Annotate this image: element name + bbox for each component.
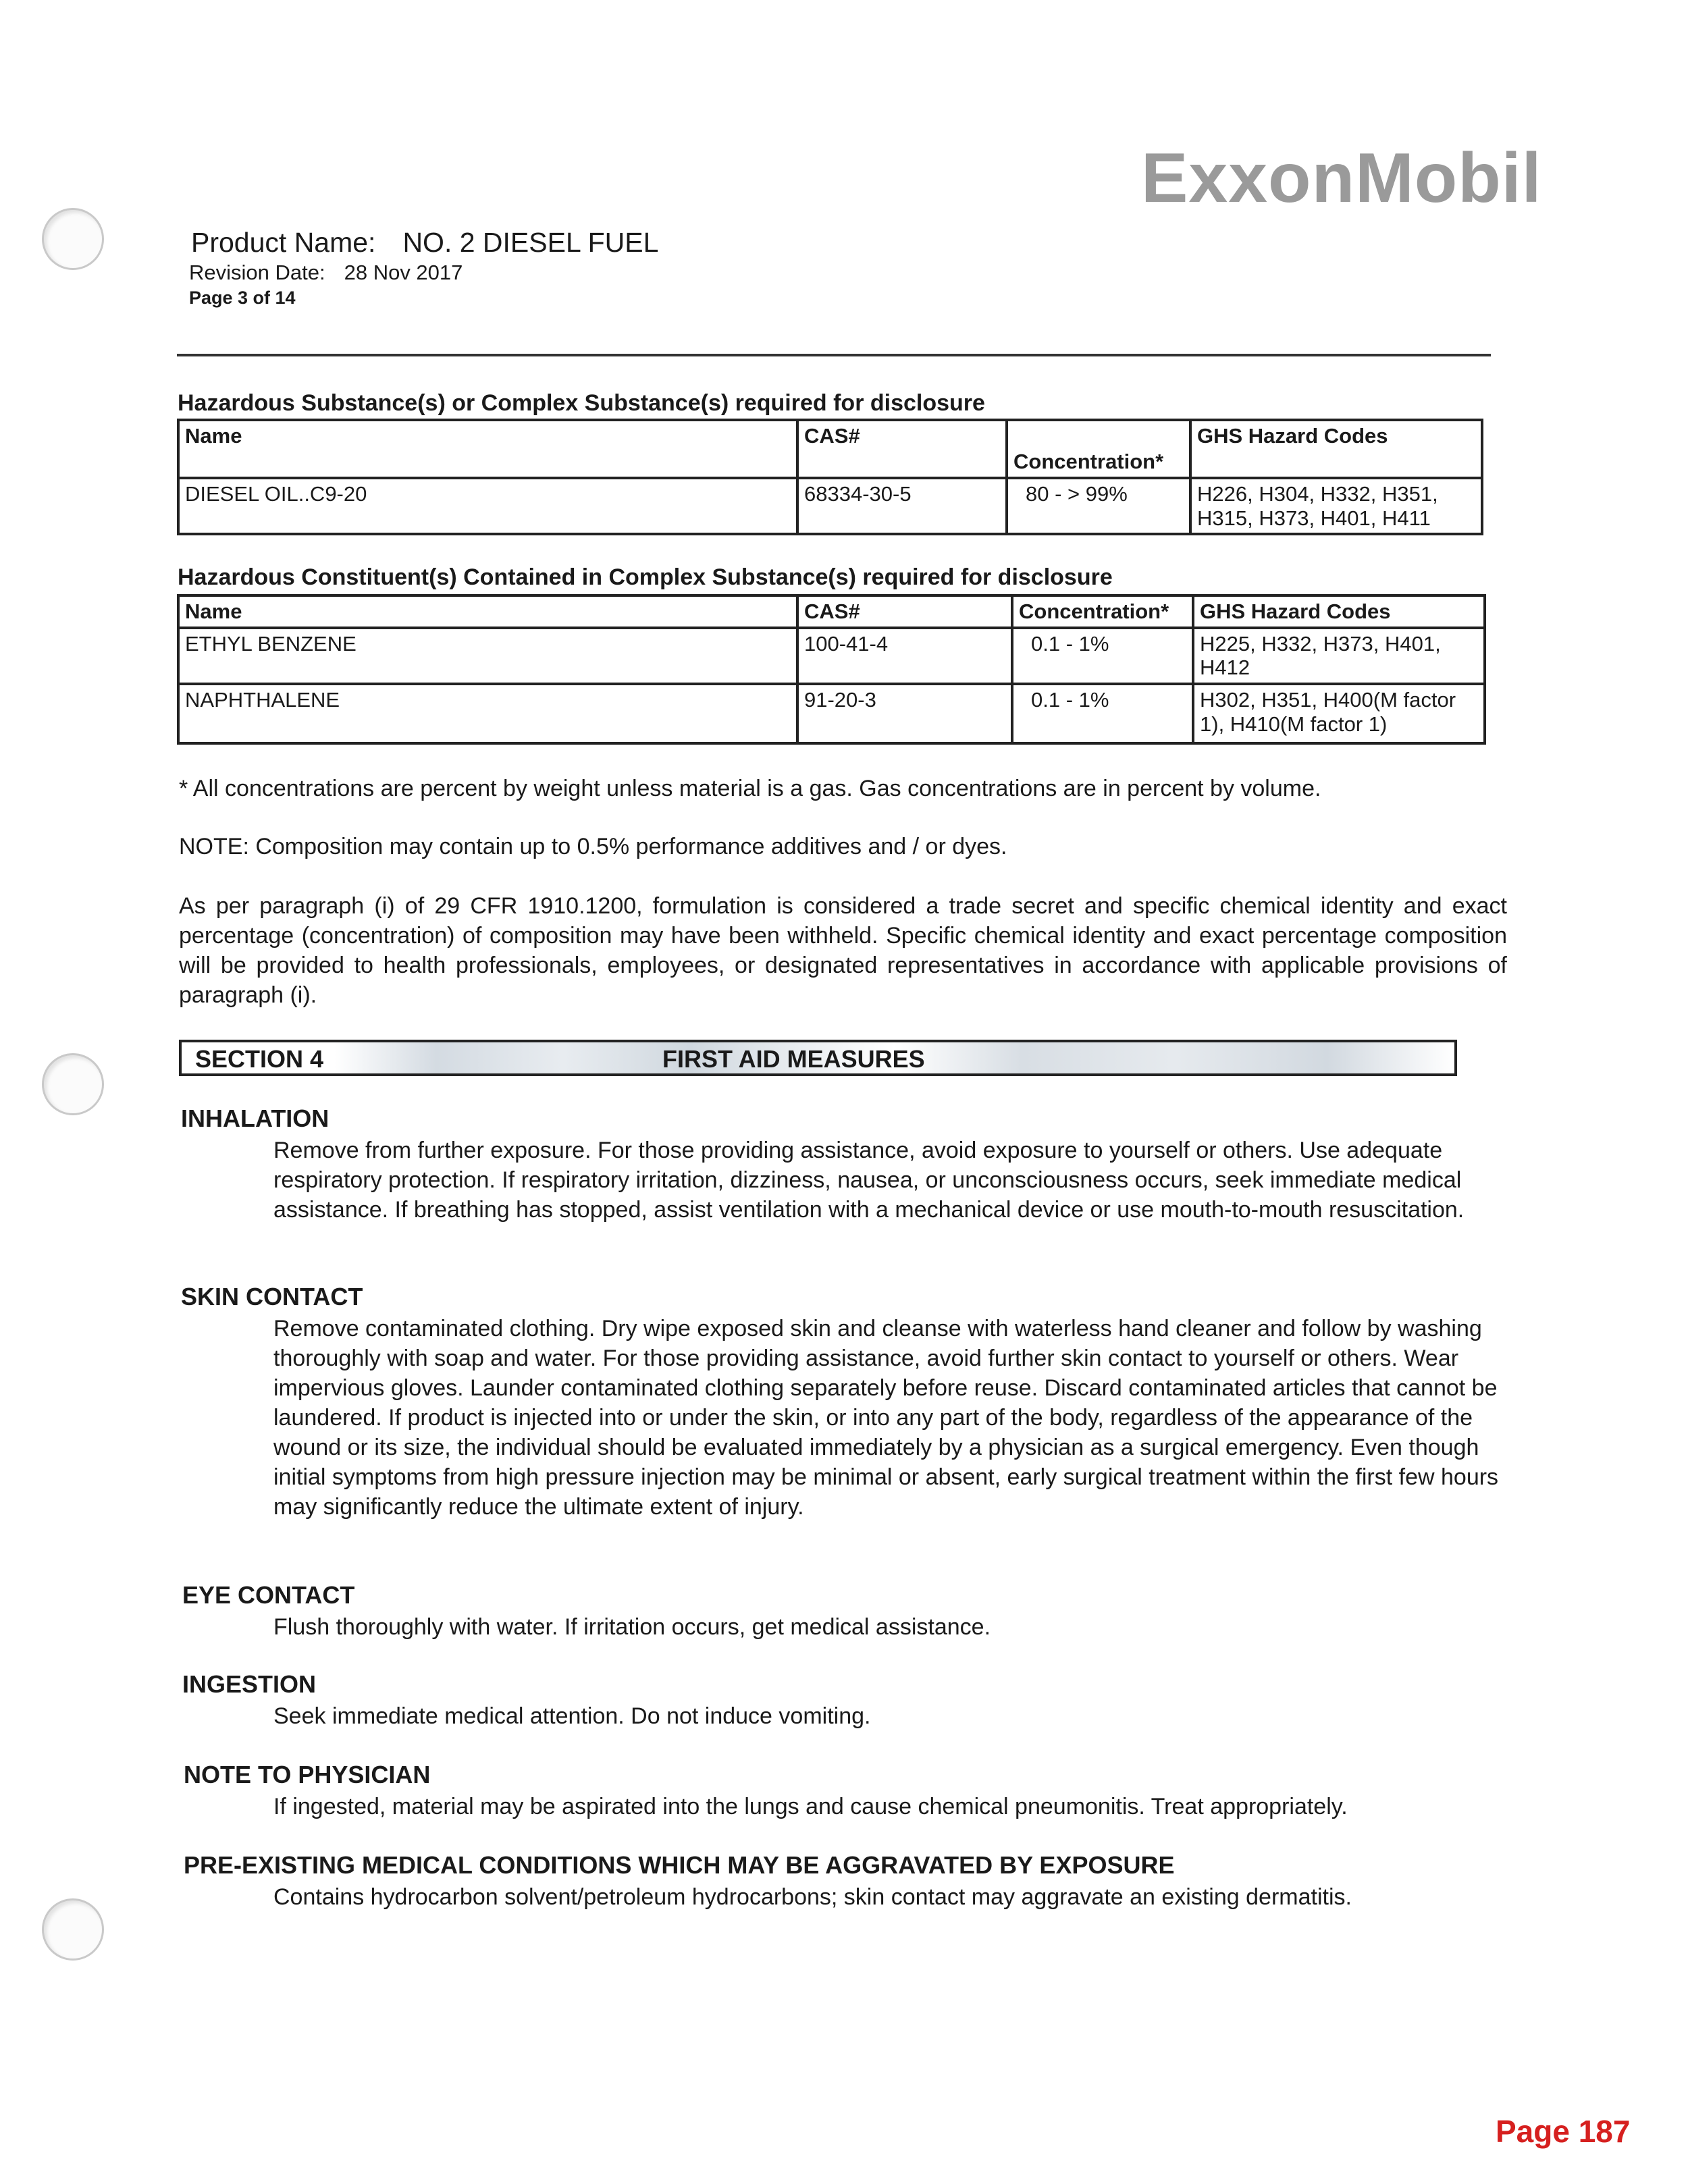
hazardous-substances-table bbox=[177, 419, 1483, 535]
eye-contact-text: Flush thoroughly with water. If irritation occurs, get medical assistance. bbox=[273, 1614, 991, 1640]
pre-existing-conditions-text: Contains hydrocarbon solvent/petroleum hydrocarbons; skin contact may aggravate an existing dermatitis. bbox=[273, 1884, 1352, 1910]
hazardous-constituents-table bbox=[177, 594, 1486, 745]
header-ghs: GHS Hazard Codes bbox=[1190, 420, 1482, 478]
header-concentration: Concentration* bbox=[1007, 420, 1190, 478]
binder-hole-middle bbox=[42, 1053, 104, 1115]
table-header-row bbox=[178, 420, 1482, 478]
inhalation-heading: INHALATION bbox=[181, 1104, 329, 1132]
cell-cas: 91-20-3 bbox=[797, 684, 1012, 743]
revision-date-label: Revision Date: bbox=[189, 261, 325, 284]
page-number: Page 3 of 14 bbox=[189, 288, 296, 308]
cell-ghs: H302, H351, H400(M factor 1), H410(M factor 1) bbox=[1193, 684, 1485, 743]
cell-ghs: H225, H332, H373, H401, H412 bbox=[1193, 628, 1485, 684]
binder-hole-top bbox=[42, 208, 104, 270]
product-name-value: NO. 2 DIESEL FUEL bbox=[402, 227, 659, 258]
note-to-physician-heading: NOTE TO PHYSICIAN bbox=[184, 1761, 431, 1788]
exxonmobil-logo: ExxonMobil bbox=[1141, 139, 1542, 217]
concentration-note: * All concentrations are percent by weight unless material is a gas. Gas concentrations are in percent by volume. bbox=[179, 776, 1321, 801]
header-name: Name bbox=[178, 420, 797, 478]
inhalation-text: Remove from further exposure. For those providing assistance, avoid exposure to yourself or others. Use adequate respiratory protection. If respiratory irritation, dizziness, nausea, or unconsciousness occurs, seek immediate medical assistance. If breathing has stopped, assist ventilation with a mechanical device or use mouth-to-mouth resuscitation. bbox=[273, 1138, 1465, 1223]
trade-secret-paragraph: As per paragraph (i) of 29 CFR 1910.1200, formulation is considered a trade secret and specific chemical identity and exact percentage (concentration) of composition may have been withheld. Specific chemical identity and exact percentage composition will be provided to health professionals, employees, or designated representatives in accordance with applicable provisions of paragraph (i). bbox=[179, 893, 1507, 1008]
skin-contact-text: Remove contaminated clothing. Dry wipe exposed skin and cleanse with waterless hand cleaner and follow by washing thoroughly with soap and water. For those providing assistance, avoid further skin contact to yourself or others. Wear impervious gloves. Launder contaminated clothing separately before reuse. Discard contaminated articles that cannot be laundered. If product is injected into or under the skin, or into any part of the body, regardless of the appearance of the wound or its size, the individual should be evaluated immediately by a physician as a surgical emergency. Even though initial symptoms from high pressure injection may be minimal or absent, early surgical treatment within the first few hours may significantly reduce the ultimate extent of injury. bbox=[273, 1316, 1499, 1520]
header-cas: CAS# bbox=[797, 595, 1012, 628]
eye-contact-heading: EYE CONTACT bbox=[182, 1581, 355, 1609]
header-ghs: GHS Hazard Codes bbox=[1193, 595, 1485, 628]
table-row bbox=[178, 684, 1485, 743]
cell-concentration: 80 - > 99% bbox=[1007, 478, 1190, 534]
cell-cas: 100-41-4 bbox=[797, 628, 1012, 684]
cell-name: NAPHTHALENE bbox=[178, 684, 797, 743]
header-cas: CAS# bbox=[797, 420, 1007, 478]
cell-name: DIESEL OIL..C9-20 bbox=[178, 478, 797, 534]
cell-concentration: 0.1 - 1% bbox=[1012, 684, 1193, 743]
composition-note: NOTE: Composition may contain up to 0.5% performance additives and / or dyes. bbox=[179, 834, 1007, 859]
product-name-line bbox=[191, 227, 658, 259]
cell-cas: 68334-30-5 bbox=[797, 478, 1007, 534]
table2-caption: Hazardous Constituent(s) Contained in Complex Substance(s) required for disclosure bbox=[178, 564, 1113, 590]
pre-existing-conditions-heading: PRE-EXISTING MEDICAL CONDITIONS WHICH MAY BE AGGRAVATED BY EXPOSURE bbox=[184, 1851, 1175, 1879]
section-number: SECTION 4 bbox=[195, 1045, 324, 1073]
cell-concentration: 0.1 - 1% bbox=[1012, 628, 1193, 684]
section-title: FIRST AID MEASURES bbox=[662, 1045, 925, 1073]
ingestion-heading: INGESTION bbox=[182, 1670, 317, 1698]
revision-date-value: 28 Nov 2017 bbox=[344, 261, 463, 284]
revision-date-line bbox=[189, 261, 463, 285]
table-row bbox=[178, 628, 1485, 684]
cell-name: ETHYL BENZENE bbox=[178, 628, 797, 684]
note-to-physician-text: If ingested, material may be aspirated into the lungs and cause chemical pneumonitis. Treat appropriately. bbox=[273, 1794, 1348, 1819]
binder-hole-bottom bbox=[42, 1898, 104, 1961]
skin-contact-heading: SKIN CONTACT bbox=[181, 1283, 363, 1310]
header-divider bbox=[177, 354, 1491, 356]
page-stamp: Page 187 bbox=[1496, 2114, 1631, 2149]
table1-caption: Hazardous Substance(s) or Complex Substance(s) required for disclosure bbox=[178, 390, 985, 416]
table-header-row bbox=[178, 595, 1485, 628]
cell-ghs: H226, H304, H332, H351, H315, H373, H401, H411 bbox=[1190, 478, 1482, 534]
ingestion-text: Seek immediate medical attention. Do not induce vomiting. bbox=[273, 1703, 871, 1729]
product-name-label: Product Name: bbox=[191, 227, 376, 258]
table-row bbox=[178, 478, 1482, 534]
header-concentration: Concentration* bbox=[1012, 595, 1193, 628]
section-4-header bbox=[179, 1040, 1457, 1076]
header-name: Name bbox=[178, 595, 797, 628]
